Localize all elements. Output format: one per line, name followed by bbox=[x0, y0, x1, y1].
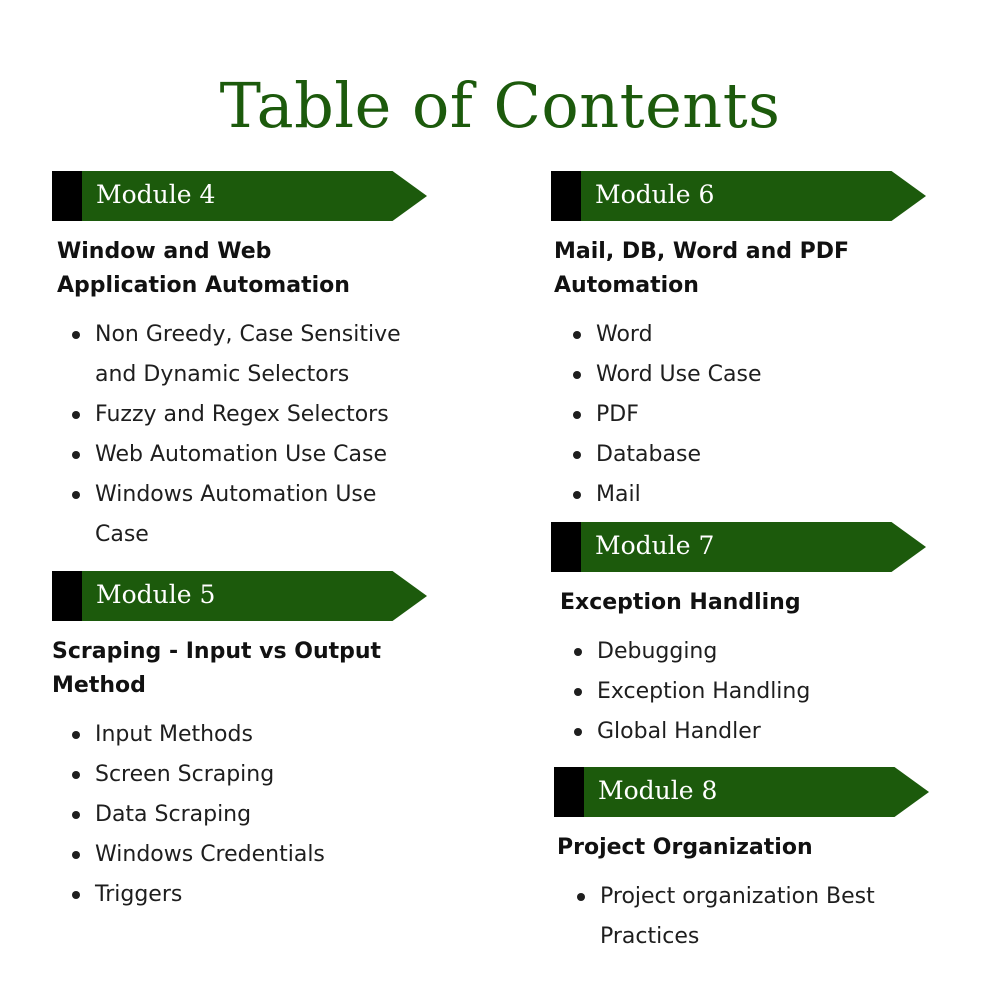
list-item bbox=[95, 755, 415, 795]
bullet-icon bbox=[72, 331, 80, 339]
topic-list bbox=[551, 632, 931, 752]
list-item-text: Fuzzy and Regex Selectors bbox=[95, 402, 389, 427]
list-item-text: Windows Credentials bbox=[95, 842, 325, 867]
module-banner bbox=[52, 171, 427, 221]
topic-list bbox=[52, 715, 432, 915]
list-item bbox=[597, 672, 917, 712]
module-label: Module 4 bbox=[96, 180, 216, 209]
list-item bbox=[600, 877, 900, 957]
module-heading: Window and Web Application Automation bbox=[57, 239, 350, 298]
module-heading: Project Organization bbox=[557, 835, 813, 860]
topic-list bbox=[52, 315, 432, 555]
module-label: Module 8 bbox=[598, 776, 718, 805]
bullet-icon bbox=[573, 451, 581, 459]
list-item bbox=[596, 395, 916, 435]
bullet-icon bbox=[72, 771, 80, 779]
bullet-icon bbox=[72, 851, 80, 859]
banner-block bbox=[551, 171, 581, 221]
list-item-text: Debugging bbox=[597, 639, 718, 664]
list-item bbox=[596, 475, 916, 515]
module-7-section bbox=[551, 522, 931, 752]
list-item bbox=[95, 795, 415, 835]
list-item-text: Input Methods bbox=[95, 722, 253, 747]
bullet-icon bbox=[72, 731, 80, 739]
list-item bbox=[95, 395, 415, 435]
module-8-section bbox=[554, 767, 934, 957]
list-item-text: Exception Handling bbox=[597, 679, 811, 704]
list-item-text: Non Greedy, Case Sensitive and Dynamic Selectors bbox=[95, 322, 401, 387]
module-label: Module 6 bbox=[595, 180, 715, 209]
bullet-icon bbox=[72, 411, 80, 419]
list-item bbox=[597, 632, 917, 672]
page-title: Table of Contents bbox=[219, 69, 781, 142]
topic-list bbox=[554, 877, 934, 957]
bullet-icon bbox=[574, 688, 582, 696]
module-label: Module 5 bbox=[96, 580, 216, 609]
module-heading: Exception Handling bbox=[560, 590, 801, 615]
bullet-icon bbox=[573, 331, 581, 339]
module-banner bbox=[551, 522, 926, 572]
bullet-icon bbox=[573, 371, 581, 379]
list-item bbox=[596, 315, 916, 355]
list-item-text: Triggers bbox=[95, 882, 183, 907]
list-item bbox=[596, 435, 916, 475]
list-item bbox=[597, 712, 917, 752]
bullet-icon bbox=[72, 491, 80, 499]
list-item bbox=[596, 355, 916, 395]
module-heading: Mail, DB, Word and PDF Automation bbox=[554, 239, 850, 298]
banner-block bbox=[554, 767, 584, 817]
list-item-text: Database bbox=[596, 442, 701, 467]
list-item bbox=[95, 475, 395, 555]
bullet-icon bbox=[574, 728, 582, 736]
module-label: Module 7 bbox=[595, 531, 715, 560]
bullet-icon bbox=[574, 648, 582, 656]
bullet-icon bbox=[573, 491, 581, 499]
module-5-section bbox=[52, 571, 432, 915]
list-item bbox=[95, 715, 415, 755]
banner-block bbox=[52, 571, 82, 621]
list-item-text: Data Scraping bbox=[95, 802, 252, 827]
module-banner bbox=[52, 571, 427, 621]
banner-block bbox=[52, 171, 82, 221]
bullet-icon bbox=[72, 451, 80, 459]
bullet-icon bbox=[577, 893, 585, 901]
list-item-text: Word bbox=[596, 322, 653, 347]
list-item-text: Windows Automation Use Case bbox=[95, 482, 377, 547]
list-item-text: PDF bbox=[596, 402, 639, 427]
list-item-text: Web Automation Use Case bbox=[95, 442, 388, 467]
module-banner bbox=[551, 171, 926, 221]
list-item-text: Project organization Best Practices bbox=[600, 884, 875, 949]
module-heading: Scraping - Input vs Output Method bbox=[52, 639, 382, 698]
module-4-section bbox=[52, 171, 432, 555]
module-banner bbox=[554, 767, 929, 817]
bullet-icon bbox=[72, 891, 80, 899]
module-6-section bbox=[551, 171, 931, 515]
list-item-text: Word Use Case bbox=[596, 362, 762, 387]
list-item-text: Global Handler bbox=[597, 719, 761, 744]
list-item bbox=[95, 435, 415, 475]
list-item-text: Mail bbox=[596, 482, 641, 507]
bullet-icon bbox=[573, 411, 581, 419]
topic-list bbox=[551, 315, 931, 515]
list-item bbox=[95, 875, 415, 915]
list-item bbox=[95, 315, 415, 395]
list-item-text: Screen Scraping bbox=[95, 762, 275, 787]
bullet-icon bbox=[72, 811, 80, 819]
banner-block bbox=[551, 522, 581, 572]
list-item bbox=[95, 835, 415, 875]
